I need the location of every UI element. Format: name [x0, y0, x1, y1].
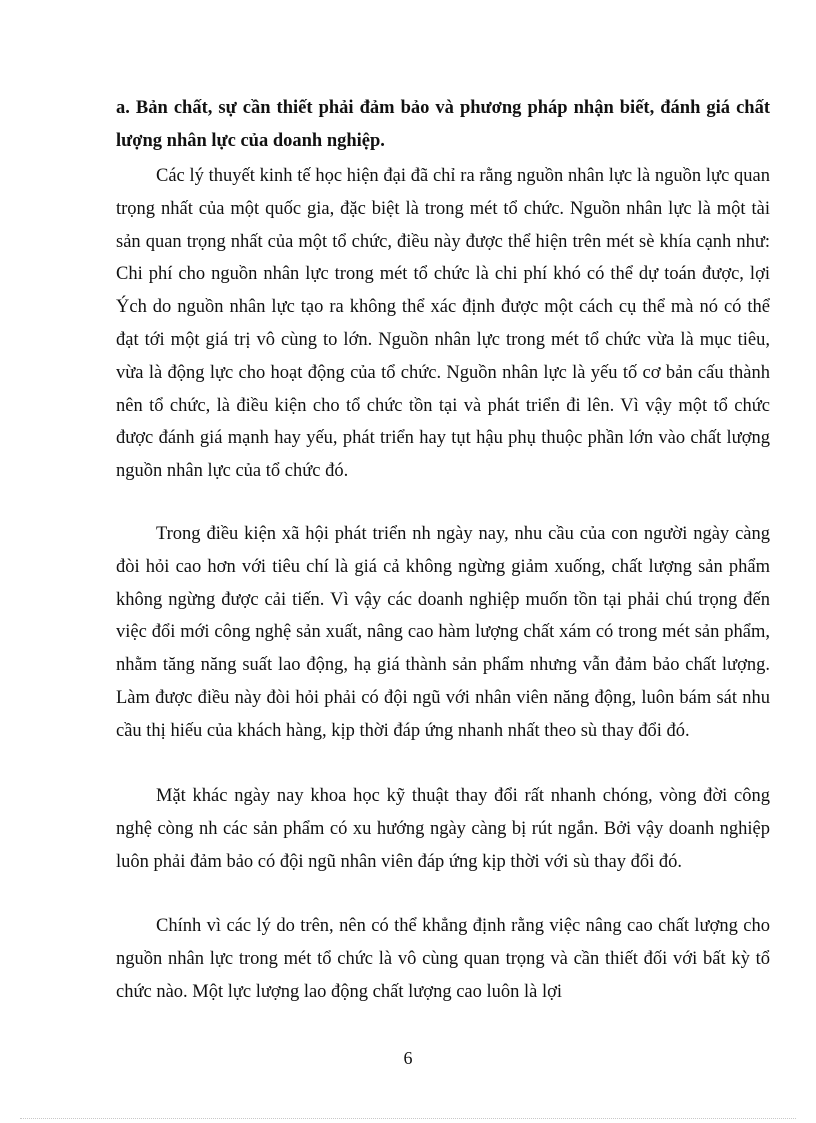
section-heading: a. Bản chất, sự cần thiết phải đảm bảo và phương pháp nhận biết, đánh giá chất lượng nhân lực của doanh nghiệp. — [116, 98, 770, 151]
paragraph-2: Trong điều kiện xã hội phát triển nh ngày nay, nhu cầu của con người ngày càng đòi hỏi cao hơn với tiêu chí là giá cả không ngừng giảm xuống, chất lượng sản phẩm không ngừng được cải tiến. Vì vậy các doanh nghiệp muốn tồn tại phải chú trọng đến việc đổi mới công nghệ sản xuất, nâng cao hàm lượng chất xám có trong mét sản phẩm, nhằm tăng năng suất lao động, hạ giá thành sản phẩm nhưng vẫn đảm bảo chất lượng. Làm được điều này đòi hỏi phải có đội ngũ với nhân viên năng động, luôn bám sát nhu cầu thị hiếu của khách hàng, kịp thời đáp ứng nhanh nhất theo sù thay đổi đó. — [116, 524, 770, 741]
page-number: 6 — [403, 1048, 413, 1068]
paragraph-3: Mặt khác ngày nay khoa học kỹ thuật thay đổi rất nhanh chóng, vòng đời công nghệ còng nh các sản phẩm có xu hướng ngày càng bị rút ngắn. Bởi vậy doanh nghiệp luôn phải đảm bảo có đội ngũ nhân viên đáp ứng kịp thời với sù thay đổi đó. — [116, 786, 770, 872]
paragraph-4: Chính vì các lý do trên, nên có thể khẳng định rằng việc nâng cao chất lượng cho nguồn nhân lực trong mét tổ chức là vô cùng quan trọng và cần thiết đối với bất kỳ tổ chức nào. Một lực lượng lao động chất lượng cao luôn là lợi — [116, 916, 770, 1002]
page-bottom-divider — [20, 1118, 796, 1119]
paragraph-1: Các lý thuyết kinh tế học hiện đại đã chỉ ra rằng nguồn nhân lực là nguồn lực quan trọng nhất của một quốc gia, đặc biệt là trong mét tổ chức. Nguồn nhân lực là một tài sản quan trọng nhất của một tổ chức, điều này được thể hiện trên mét sè khía cạnh như: Chi phí cho nguồn nhân lực trong mét tổ chức là chi phí khó có thể dự toán được, lợi Ých do nguồn nhân lực tạo ra không thể xác định được một cách cụ thể mà nó có thể đạt tới một giá trị vô cùng to lớn. Nguồn nhân lực trong mét tổ chức vừa là mục tiêu, vừa là động lực cho hoạt động của tổ chức. Nguồn nhân lực là yếu tố cơ bản cấu thành nên tổ chức, là điều kiện cho tổ chức tồn tại và phát triển đi lên. Vì vậy một tổ chức được đánh giá mạnh hay yếu, phát triển hay tụt hậu phụ thuộc phần lớn vào chất lượng nguồn nhân lực của tổ chức đó. — [116, 166, 770, 482]
